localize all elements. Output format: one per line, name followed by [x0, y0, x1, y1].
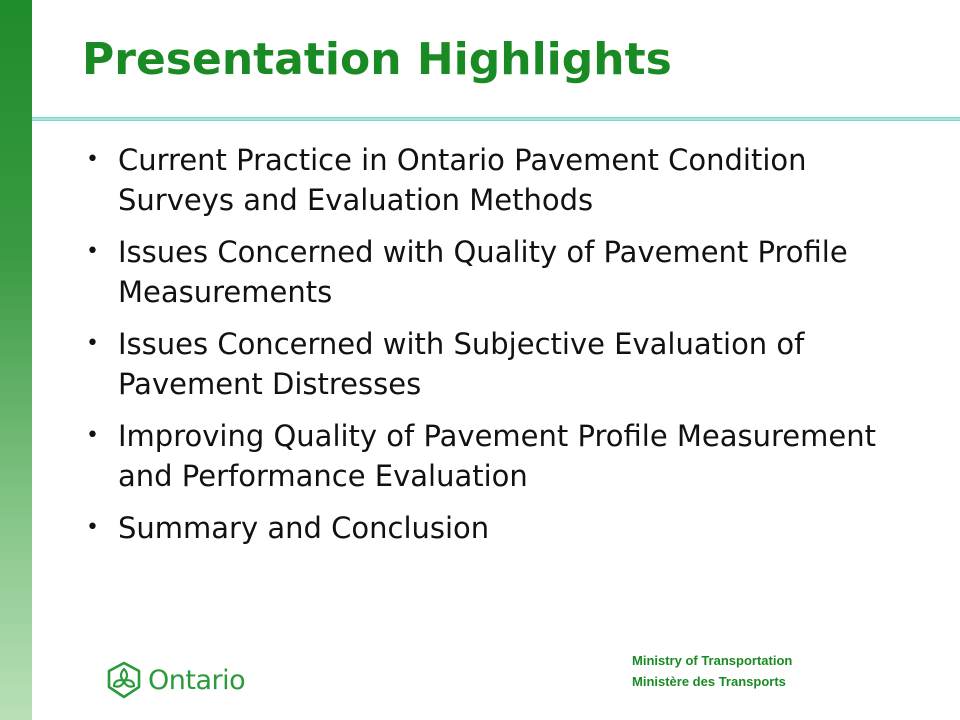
logo-wordmark: Ontario [148, 664, 246, 696]
bullet-icon: • [86, 423, 99, 448]
title-divider [32, 117, 960, 121]
ministry-english: Ministry of Transportation [632, 653, 793, 668]
bullet-text: Issues Concerned with Subjective Evaluation of Pavement Distresses [118, 327, 805, 401]
bullet-text: Summary and Conclusion [118, 511, 490, 545]
bullet-item [86, 324, 916, 404]
side-accent-bar [0, 0, 32, 720]
bullet-item [86, 232, 916, 312]
bullet-text: Current Practice in Ontario Pavement Condition Surveys and Evaluation Methods [118, 143, 807, 217]
bullet-item [86, 140, 916, 220]
bullet-icon: • [86, 239, 99, 264]
bullet-list [86, 140, 916, 560]
bullet-icon: • [86, 331, 99, 356]
bullet-item [86, 508, 916, 548]
bullet-text: Issues Concerned with Quality of Pavement Profile Measurements [118, 235, 848, 309]
bullet-item [86, 416, 916, 496]
bullet-icon: • [86, 515, 99, 540]
bullet-icon: • [86, 147, 99, 172]
ontario-logo [106, 660, 245, 700]
trillium-icon [106, 660, 142, 700]
ministry-french: Ministère des Transports [632, 674, 786, 689]
ministry-name [632, 650, 792, 692]
bullet-text: Improving Quality of Pavement Profile Measurement and Performance Evaluation [118, 419, 876, 493]
slide-title: Presentation Highlights [82, 34, 672, 85]
